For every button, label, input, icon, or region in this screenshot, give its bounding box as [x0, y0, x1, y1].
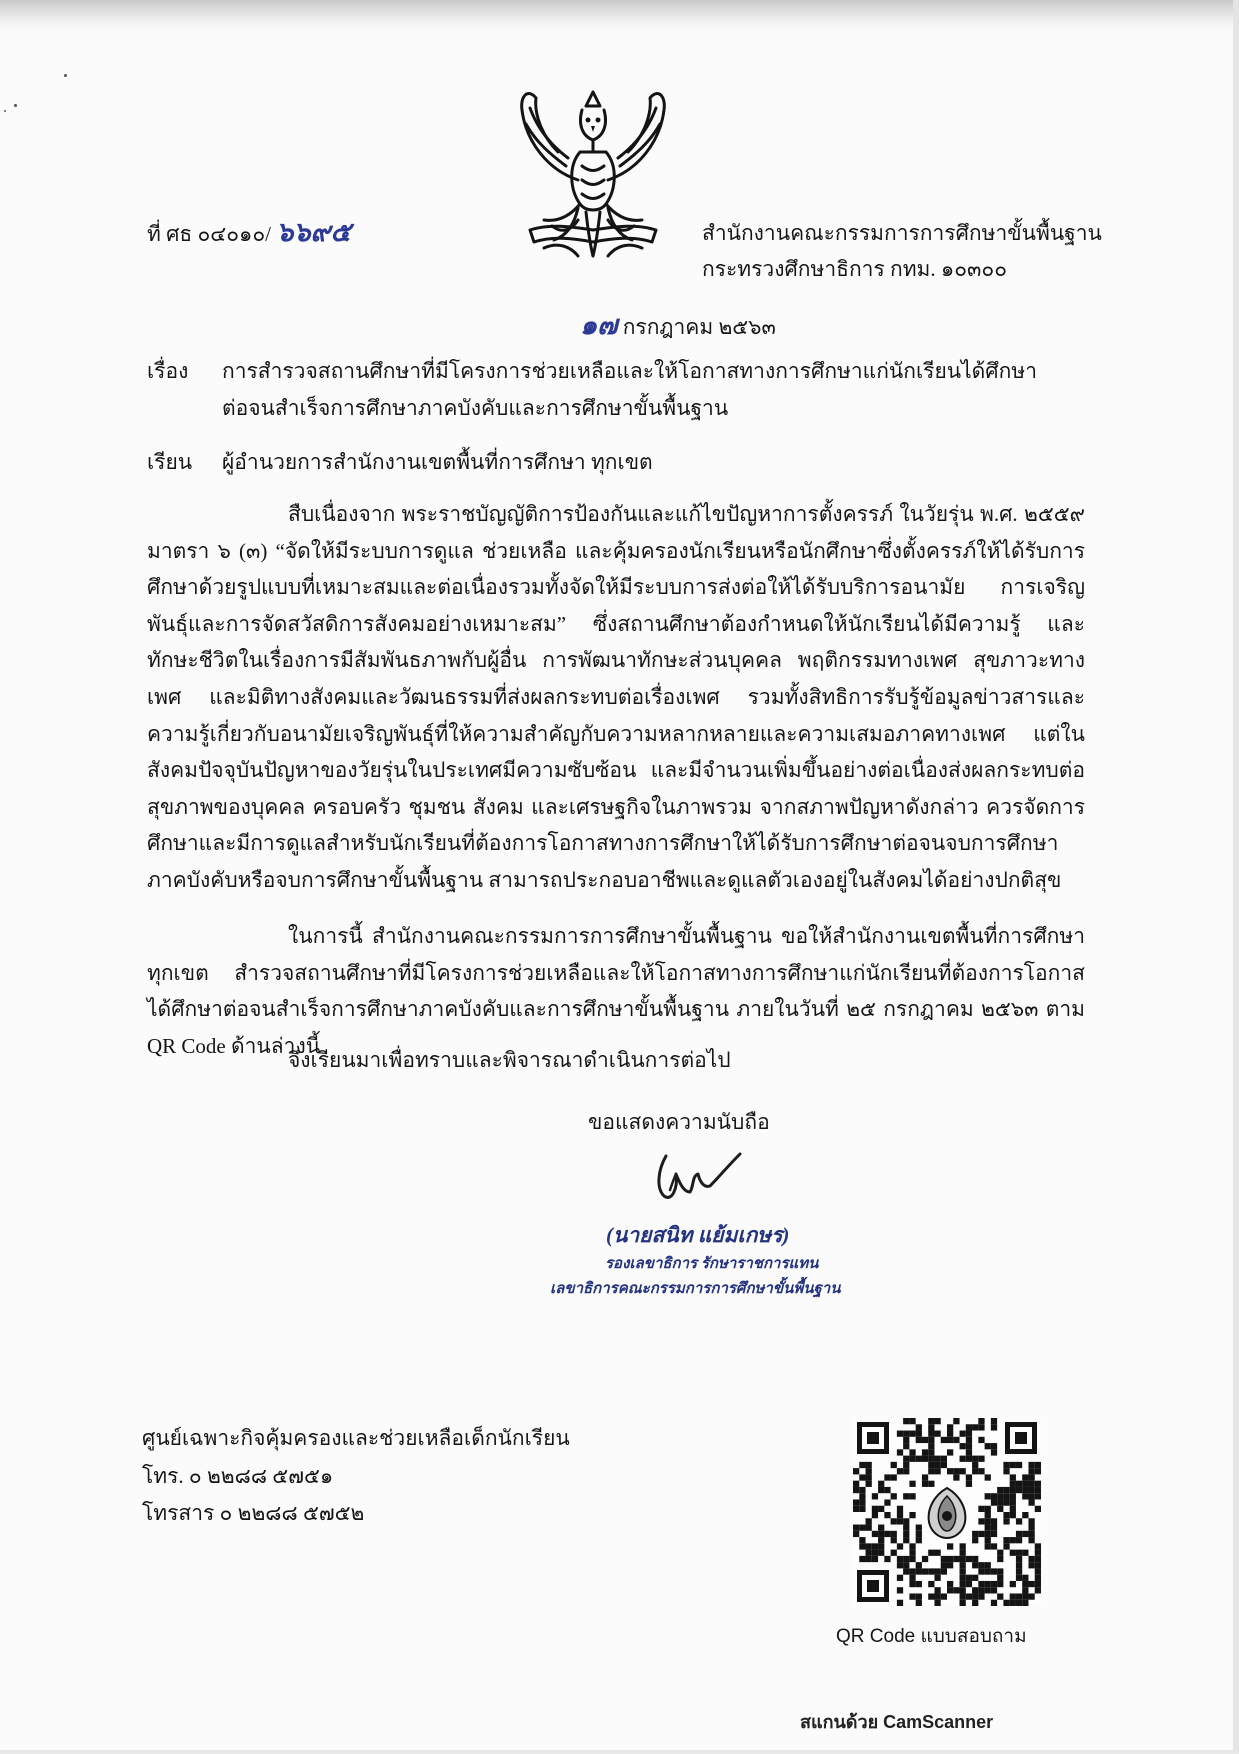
closing-salutation: ขอแสดงความนับถือ — [588, 1110, 770, 1134]
scan-speck — [4, 110, 6, 112]
qr-code-icon[interactable] — [853, 1418, 1041, 1606]
closing-request: จึงเรียนมาเพื่อทราบและพิจารณาดำเนินการต่อไป — [288, 1048, 731, 1072]
contact-fax: โทรสาร ๐ ๒๒๘๘ ๕๗๕๒ — [142, 1501, 365, 1525]
qr-caption: QR Code แบบสอบถาม — [836, 1626, 1027, 1647]
signatory-position-acting: รองเลขาธิการ รักษาราชการแทน — [605, 1256, 819, 1272]
scan-bottom-edge — [0, 1750, 1239, 1754]
subject-label: เรื่อง — [147, 359, 189, 383]
date-month-year: กรกฎาคม ๒๕๖๓ — [622, 315, 776, 339]
body-paragraph-1-text: สืบเนื่องจาก พระราชบัญญัติการป้องกันและแก้ไขปัญหาการตั้งครรภ์ ในวัยรุ่น พ.ศ. ๒๕๕๙ มาตรา ๖ (๓) “จัดให้มีระบบการดูแล ช่วยเหลือ และคุ้มครองนักเรียนหรือนักศึกษาซึ่งตั้งครรภ์ให้ได้รับการศึกษาด้วยรูปแบบที่เหมาะสมและต่อเนื่องรวมทั้งจัดให้มีระบบการส่งต่อให้ได้รับบริการอนามัย การเจริญพันธุ์และการจัดสวัสดิการสังคมอย่างเหมาะสม” ซึ่งสถานศึกษาต้องกำหนดให้นักเรียนได้มีความรู้ และทักษะชีวิตในเรื่องการมีสัมพันธภาพกับผู้อื่น การพัฒนาทักษะส่วนบุคคล พฤติกรรมทางเพศ สุขภาวะทางเพศ และมิติทางสังคมและวัฒนธรรมที่ส่งผลกระทบต่อเรื่องเพศ รวมทั้งสิทธิการรับรู้ข้อมูลข่าวสารและความรู้เกี่ยวกับอนามัยเจริญพันธุ์ที่ให้ความสำคัญกับความหลากหลายและความเสมอภาคทางเพศ แต่ในสังคมปัจจุบันปัญหาของวัยรุ่นในประเทศมีความซับซ้อน และมีจำนวนเพิ่มขึ้นอย่างต่อเนื่องส่งผลกระทบต่อสุขภาพของบุคคล ครอบครัว ชุมชน สังคม และเศรษฐกิจในภาพรวม จากสภาพปัญหาดังกล่าว ควรจัดการศึกษาและมีการดูแลสำหรับนักเรียนที่ต้องการโอกาสทางการศึกษาให้ได้รับการศึกษาต่อจนจบการศึกษาภาคบังคับหรือจบการศึกษาขั้นพื้นฐาน สามารถประกอบอาชีพและดูแลตัวเองอยู่ในสังคมได้อย่างปกติสุข — [147, 502, 1085, 892]
document-number-handwritten: ๖๖๙๕ — [276, 217, 351, 248]
signatory-name: (นายสนิท แย้มเกษร) — [606, 1223, 790, 1247]
scan-speck — [64, 74, 67, 77]
contact-office: ศูนย์เฉพาะกิจคุ้มครองและช่วยเหลือเด็กนักเรียน — [142, 1426, 570, 1450]
issuer-office: สำนักงานคณะกรรมการการศึกษาขั้นพื้นฐาน — [702, 221, 1102, 245]
garuda-emblem-icon — [508, 80, 678, 268]
handwritten-signature-icon — [652, 1148, 744, 1206]
body-paragraph-1 — [147, 496, 1085, 899]
scan-top-shadow — [0, 0, 1239, 30]
camscanner-watermark: สแกนด้วย CamScanner — [800, 1712, 994, 1732]
body-paragraph-2 — [147, 918, 1085, 1064]
issuer-ministry-address: กระทรวงศึกษาธิการ กทม. ๑๐๓๐๐ — [702, 257, 1008, 281]
document-date — [580, 310, 776, 343]
subject-line-1: การสำรวจสถานศึกษาที่มีโครงการช่วยเหลือและให้โอกาสทางการศึกษาแก่นักเรียนได้ศึกษา — [222, 359, 1037, 383]
body-paragraph-2-text: ในการนี้ สำนักงานคณะกรรมการการศึกษาขั้นพื้นฐาน ขอให้สำนักงานเขตพื้นที่การศึกษาทุกเขต สำรวจสถานศึกษาที่มีโครงการช่วยเหลือและให้โอกาสทางการศึกษาแก่นักเรียนที่ต้องการโอกาสได้ศึกษาต่อจนสำเร็จการศึกษาภาคบังคับและการศึกษาขั้นพื้นฐาน ภายในวันที่ ๒๕ กรกฎาคม ๒๕๖๓ ตาม QR Code ด้านล่างนี้ — [147, 924, 1085, 1058]
recipient-label: เรียน — [147, 450, 193, 474]
signatory-position-title: เลขาธิการคณะกรรมการการศึกษาขั้นพื้นฐาน — [550, 1281, 841, 1297]
subject-line-2: ต่อจนสำเร็จการศึกษาภาคบังคับและการศึกษาขั้นพื้นฐาน — [222, 396, 729, 420]
contact-phone: โทร. ๐ ๒๒๘๘ ๕๗๕๑ — [142, 1464, 334, 1488]
scan-right-edge — [1233, 0, 1239, 1754]
recipient-text: ผู้อำนวยการสำนักงานเขตพื้นที่การศึกษา ทุกเขต — [222, 450, 653, 474]
date-day-handwritten: ๑๗ — [580, 310, 618, 341]
document-number-prefix: ที่ ศธ ๐๔๐๑๐/ — [147, 222, 272, 246]
scan-speck — [14, 104, 17, 107]
document-number — [147, 217, 351, 250]
